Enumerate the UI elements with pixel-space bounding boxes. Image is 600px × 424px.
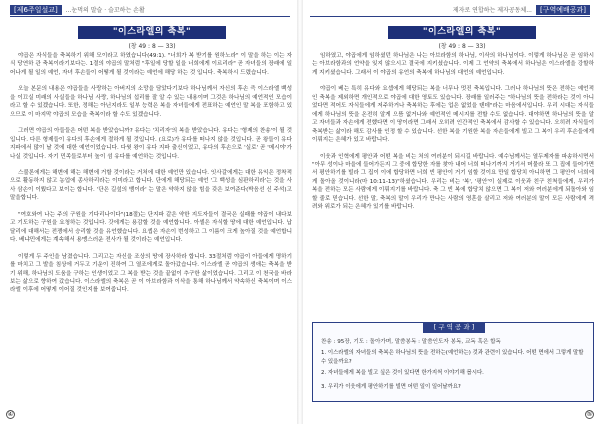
paragraph: 오늘 본문의 내용은 야곱들을 사랑하는 아버지의 소망을 담았다기보다 하나님께서 자신의 후손 즉 이스라엘 백성을 이끄실 미래의 사실들을 하나님 사랑, 하나님의 섭리를 잘 알 수 있는 내용이며 그것은 하나님의 예언적인 모습이라고 할 수 있겠습니다. 또한, 정해는 아닌지라도 일부 능력은 복을 자녀들에게 전표하는 예언인 말 복을 포함하고 있으므로 이 마지막 야곱의 모습을 축복이라 할 수도 있겠습니다. [10,86,292,118]
right-page [304,0,600,424]
question-item: 3. 우리가 이웃에게 평안하기를 빌면 어떤 일이 일어날까요? [321,384,461,390]
left-header-rule [10,16,290,17]
sermon-section-tag: [제6주일설교] [10,5,62,15]
reflection-title: [ 구 역 공 과 ] [423,322,485,333]
lesson-scripture-ref: (창 49 : 8 — 33) [438,43,486,50]
page-number: ⑤ [586,410,593,418]
left-page [0,0,296,424]
left-header [10,4,290,15]
paragraph: 그러면 야곱의 아들들은 어떤 복을 받았습니까? 유다는 '치리자'의 복을 받았습니다. 유다는 '형제의 찬송'이 될 것입니다. 다른 형제들이 유다의 후손에게 절하게 될 것입니다. (요로)가 유다를 떠나지 않을 것입니다. 곧 왕들이 유다 지파에서 많이 날 것에 대한 예언이었습니다. 다윗 왕이 유다 지파 출신이었고, 유다의 후손으로 '실로' 곧 '메시야'가 나실 것입니다. 자기 민족들로부터 높이 섬 유다를 예언하는 것입니다. [10,128,292,160]
left-header-subtitle: ...눈먹의 말슬 · 슬꼬하는 손활 [65,7,145,14]
paragraph: 이렇게 두 주인을 남겼습니다. 그리고는 자신을 조상의 땅에 장사하라 합니다. 33절처럼 야곱이 아들에게 명하기를 마치고 그 발을 침상에 거두고 기운이 진하여 그 열조에게로 돌아갔습니다. 이스라엘 곧 야곱의 생애는 축복을 받기 위해, 하나님의 도움을 구하는 인생이었고 그 복을 받는 것을 끝없이 추구한 삶이었습니다. 그리고 이 천국을 바라보는 삶으로 향하여 갔습니다. 이스라엘의 축복은 곧 이 아브라함과 이삭을 통해 하나님께서 약속하신 축복이며 이스라엘 이후에 어떻게 이어질 것인지를 보여줍니다. [10,253,292,294]
paragraph: 야곱은 자식들을 축복하기 위해 모이라고 하였습니다(49:1). "너희가 복 받기를 원하노라" 이 말을 하는 이는 자식 당연하 관 축복이라기보다는. 1절의 야곱의 말처럼 "후일에 당할 일을 너희에게 이르리라" 곧 자녀들의 장래에 일어나게 될 일의 예언, 자녀 후손들이 어떻게 될 것이라는 예언에 해당 하는 것 입니다. 축복하시 드렸습니다. [10,53,292,76]
question-item: 2. 자녀들에게 복을 빌고 싶은 것이 있다면 한가지씩 이야기해 봅시다. [321,370,484,376]
question-item: 1. 이스라엘의 자녀들의 축복은 하나님의 뜻을 전하는(예언하는) 것과 관련이 있습니다. 어떤 면에서 그렇게 말할 수 있을까요? [321,350,584,365]
paragraph: 야곱이 베는 특히 유다와 요셉에게 해당되는 복을 너무나 멋진 축복입니다. 그러나 하나님의 뜻은 전하는 예언적인 축복을 제외하면 개인적으로 야곱에 대한 영토도 있습니다. 장래를 일러주는 "하나님의 뜻을 전하라는 것이 아니었다면 적어도 자식들에게 저주하거나 축복하는 후에는 업은 없었을 텐데"라는 마음에서입니다. 우리 시대는 자식들에게 하나님의 뜻을 온전히 알게 으뜸 없거나와 예언적인 메시지를 전할 수도 없습니다. 대야하면 하나님의 뜻을 알고 자녀들과 자손에게 전했다면 이 땅이라면 그래서 오히려 인간적인 축복에서 감사할 수 있습니다. 오히려 자식들이 축복받는 삶이라 해도 감사를 인정 할 수 있습니다. 선한 복을 기원한 복을 자손들에게 빌고 그 복이 우리 후손들에게 이뤄지는 은혜가 있고 바랍니다. [312,86,594,144]
page-number: ④ [7,410,14,418]
cell-worship-section-tag: [구역예배공과] [536,5,590,15]
right-header-rule [310,16,590,17]
center-gutter [297,0,303,424]
sermon-scripture-ref: (창 49 : 8 — 33) [128,43,176,50]
paragraph: 이웃과 인혁에게 평안과 어떤 복을 비는 처의 여러분이 되시길 바랍니다. 예수님께서는 열두제자를 파송하시면서 "아무 성이나 마을에 들어가든지 그 중에 합당한 자를 찾아 내어 너희 떠나기까지 거기서 머물라 또 그 집에 들어가면서 평안하기를 빌라 그 집이 이에 합당하면 너희 빈 평안이 거기 임할 것이요 만일 합당치 아니하면 그 평안이 너희에게 돌아올 것이니라(마 10:11-13)"하셨습니다. 우리는 비는 '복', '평안'이 실제로 이웃과 친구 친척들에게, 우리가 복을 전하는 모든 사람에게 이뤄지기를 바랍니다. 축 그 빈 복에 합당치 않으면 그 복이 저와 여러분에게 되돌아와 임할 줄로 믿습니다. 선한 말, 축복의 말이 우리가 만나는 사람의 영혼을 살리고 저와 여러분의 말이 모든 사람에게 격려와 위로가 되는 은혜가 있기를 바랍니다. [312,153,594,211]
reflection-box [312,322,594,402]
right-header [310,4,590,15]
lesson-body [312,52,594,212]
sermon-body [10,52,292,295]
paragraph: 스불론에게는 해변에 해는 해변에 거할 것이라는 거처에 대한 예언만 있습니다. 잇사갈에게는 대한 유익은 정착적으로 활동하지 않고 농업에 종사하리라는 이미라고 합니다. 단에게 해당되는 예언 '그 백성을 심판하리라'는 것을 사사 삼손이 이뤘다고 보이는 합니다. '단은 길섶의 뱀이라' 는 말은 약하지 않을 힘을 갖은 보여준다(박음선 신 주석)고 말을합니다. [10,169,292,202]
lesson-title: "이스라엘의 축복" [388,26,536,39]
worship-order-line: 찬송 : 95장, 기도 : 돌아가며, 말씀봉독 : 말씀인도자 봉독, 교독 혹은 합독 [321,339,501,345]
sermon-title: "이스라엘의 축복" [78,26,226,39]
paragraph: "여호와여 나는 주의 구원을 기다리나이다"(18절)는 단지파 같은 약한 지도자들이 결국은 실패를 야곱이 내다보고 기도하는 구원을 요청하는 것입니다. 갓에게는 용감할 것을 예언합니다. 아셀은 자식할 땅에 대한 예언입니다. 납달리에 대해서는 전쟁에서 승리할 것을 유언했습니다. 요셉은 자손이 번성하고 그 이름이 크게 높아질 것을 예언합니다. 베냐민에게는 계속해서 용맹스러운 전사가 될 것이라는 예언입니다. [10,211,292,244]
right-header-subtitle: 제자로 연합하는 제자공동체... [452,7,532,14]
paragraph: 임하였고, 야곱에게 임하셨던 하나님은 나는 아브라함의 하나님, 이삭의 하나님이다. 이렇게 하나님은 곧 임하시는 아브라함과의 언약을 잊지 않으시고 결국에 지키셨습니다. 이제 그 언약의 축복에서 하나님은 이스라엘을 강할하게 지키셨습니다. 그래서 이 야곱의 유언의 축복에 하나님의 대언의 예언입니다. [312,53,594,76]
